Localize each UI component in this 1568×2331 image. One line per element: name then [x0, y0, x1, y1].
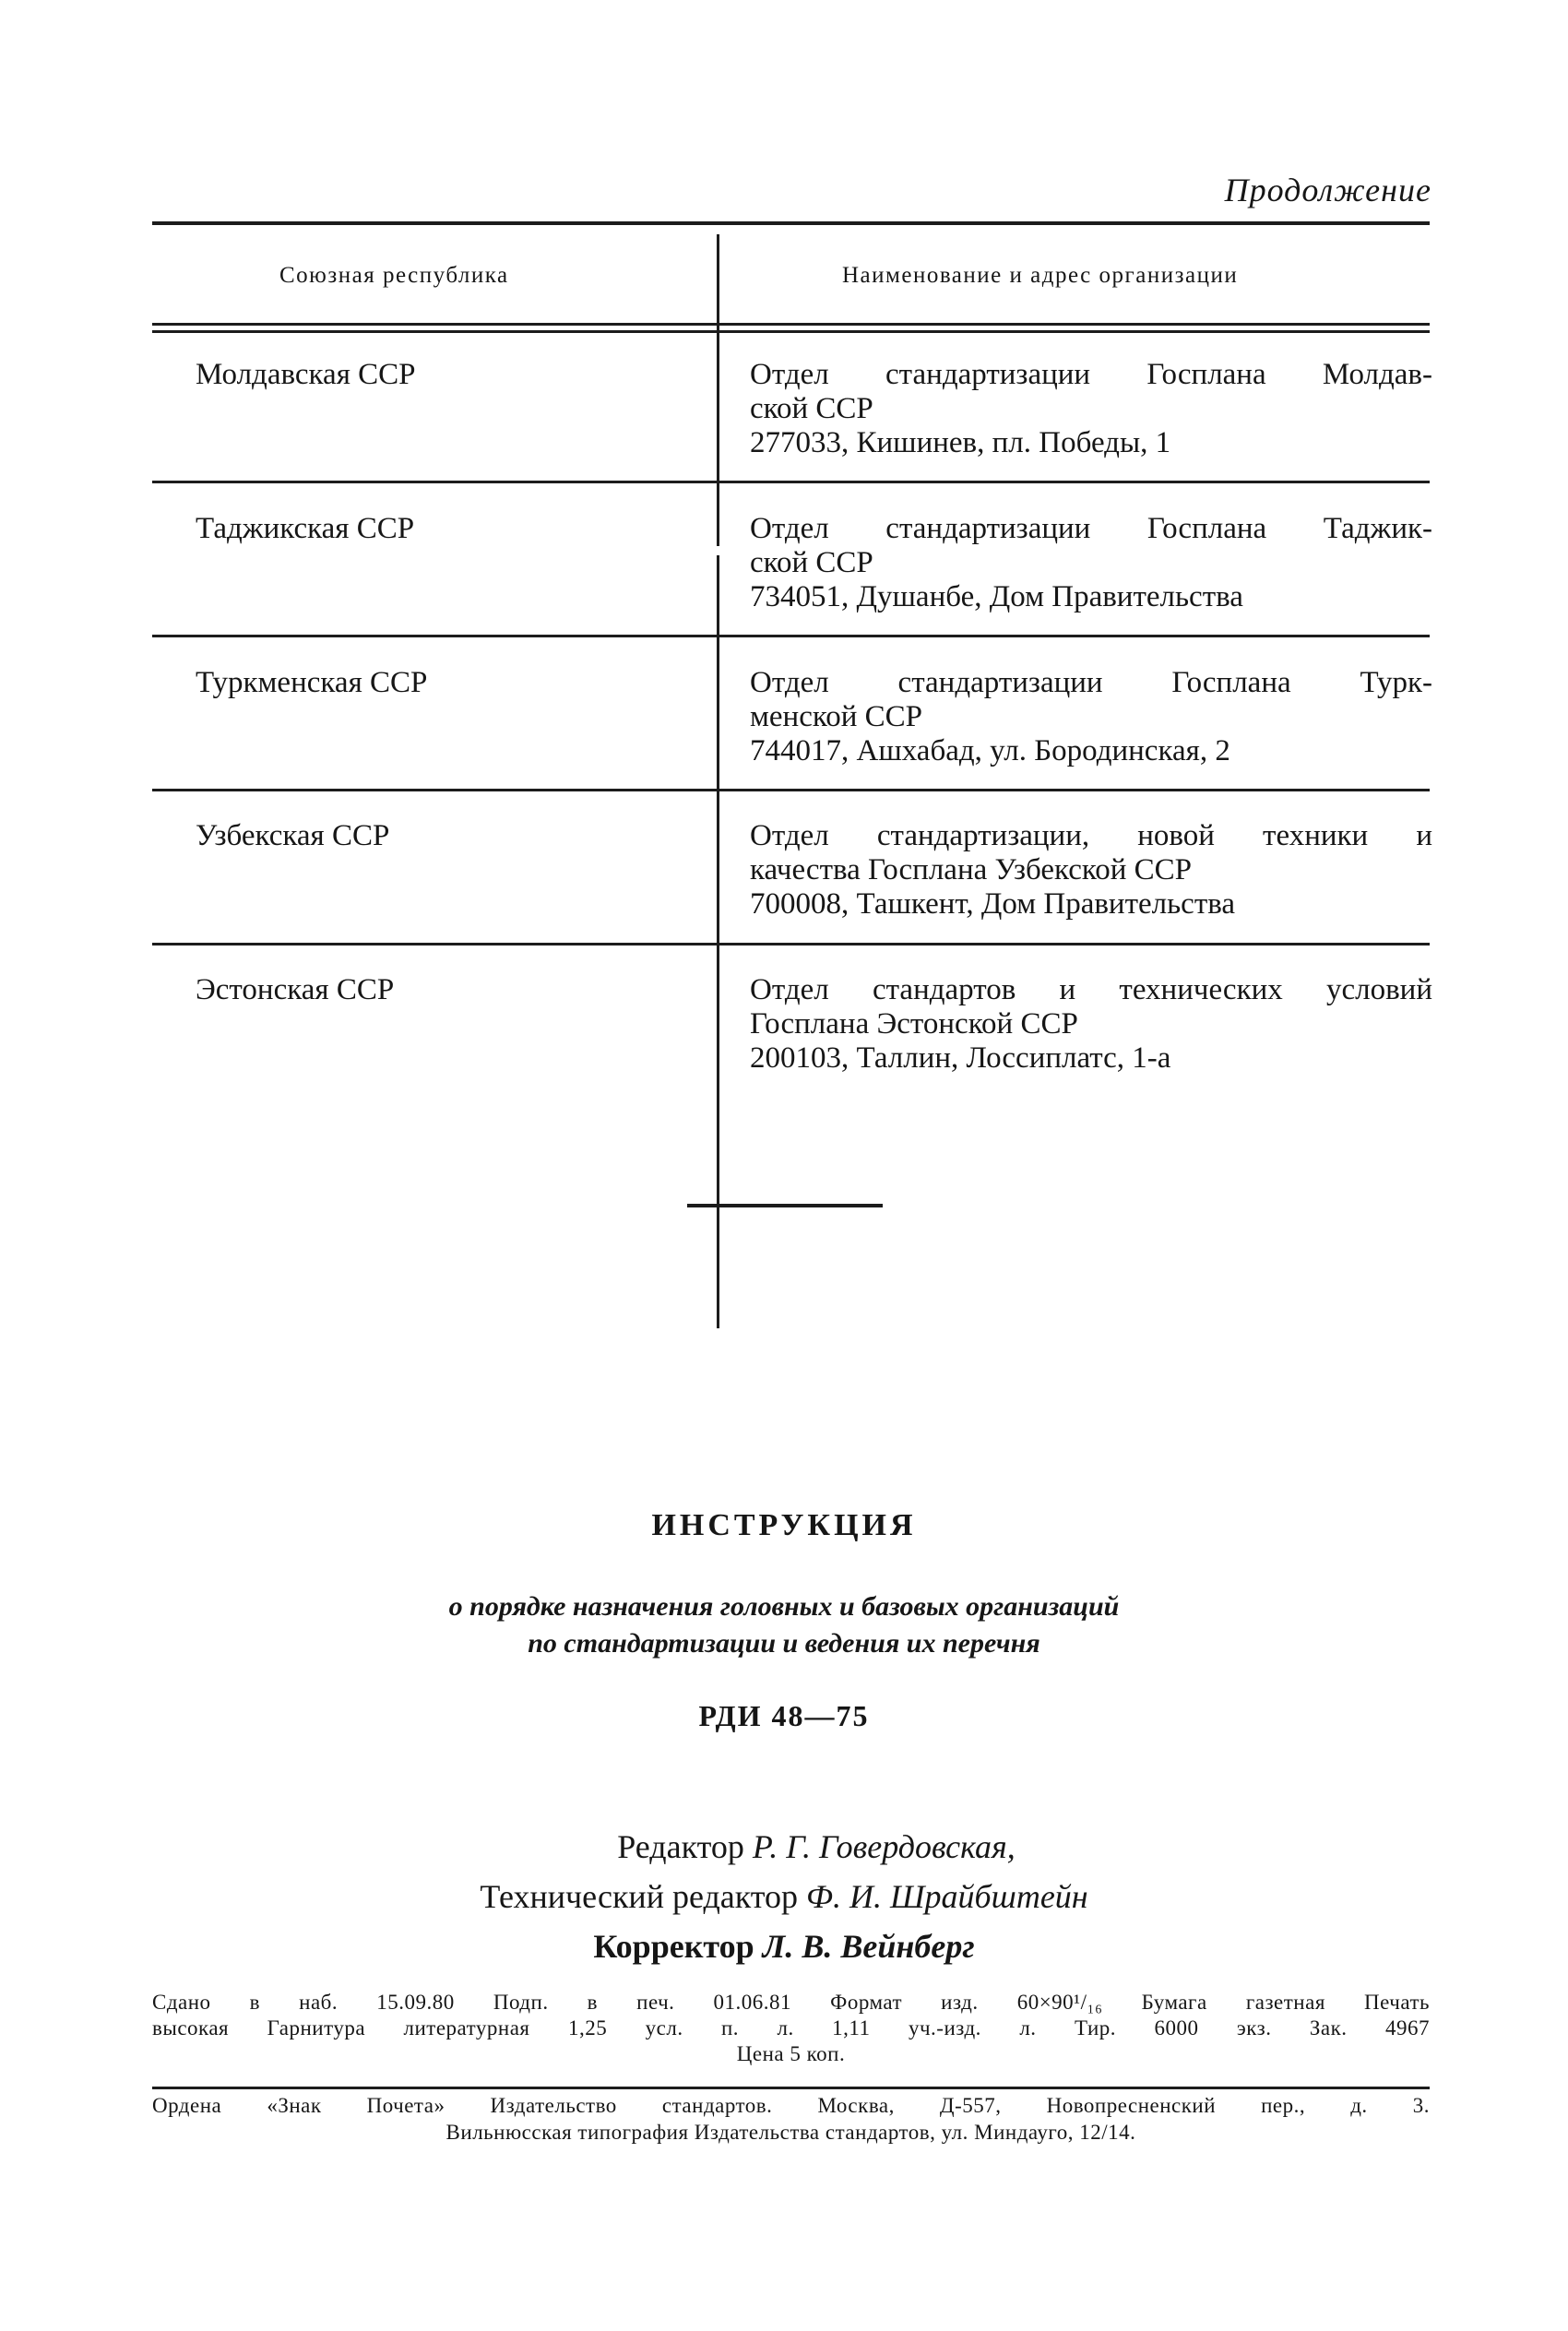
org-line: Госплана Эстонской ССР [750, 1007, 1078, 1041]
table-row-organization [750, 819, 1432, 922]
org-line: качества Госплана Узбекской ССР [750, 853, 1193, 886]
imprint-block [152, 1990, 1430, 2067]
header-double-rule [152, 330, 1430, 333]
org-line: 700008, Ташкент, Дом Правительства [750, 887, 1236, 921]
org-line: Отдел стандартизации Госплана Молдав- [750, 358, 1432, 391]
credit-name: Р. Г. Говердовская, [752, 1828, 1016, 1865]
table-row-organization [750, 666, 1432, 768]
org-line: 200103, Таллин, Лоссиплатс, 1-а [750, 1041, 1171, 1075]
table-row-republic: Молдавская ССР [196, 358, 416, 391]
table-row-republic: Узбекская ССР [196, 819, 390, 852]
header-double-rule [152, 323, 1430, 326]
org-line: 277033, Кишинев, пл. Победы, 1 [750, 426, 1171, 459]
row-rule [152, 481, 1430, 483]
table-top-rule [152, 221, 1430, 225]
org-line: 734051, Душанбе, Дом Правительства [750, 580, 1243, 613]
publisher-line: Ордена «Знак Почета» Издательство стандартов. Москва, Д-557, Новопресненский пер., д. 3. [152, 2094, 1430, 2117]
credit-role: Редактор [617, 1828, 744, 1865]
row-rule [152, 635, 1430, 637]
subtitle-line: по стандартизации и ведения их перечня [528, 1628, 1040, 1659]
table-row-organization [750, 358, 1432, 460]
org-line: Отдел стандартов и технических условий [750, 973, 1432, 1006]
credit-name: Л. В. Вейнберг [762, 1928, 975, 1965]
row-rule [152, 789, 1430, 791]
credit-editor [0, 1822, 1568, 1872]
imprint-rule [152, 2087, 1430, 2089]
org-line: ской ССР [750, 392, 873, 425]
org-line: ской ССР [750, 546, 873, 579]
section-divider [687, 1204, 883, 1207]
document-title: ИНСТРУКЦИЯ [651, 1508, 917, 1542]
org-line: менской ССР [750, 700, 922, 733]
document-subtitle [0, 1588, 1568, 1662]
row-rule [152, 943, 1430, 945]
header-organization: Наименование и адрес организации [842, 263, 1239, 288]
subtitle-line: о порядке назначения головных и базовых организаций [448, 1591, 1120, 1622]
table-row-organization [750, 973, 1432, 1076]
table-row-republic: Эстонская ССР [196, 973, 395, 1006]
credit-role: Технический редактор [480, 1878, 799, 1915]
org-line: 744017, Ашхабад, ул. Бородинская, 2 [750, 734, 1230, 767]
org-line: Отдел стандартизации Госплана Таджик- [750, 512, 1432, 545]
credit-name: Ф. И. Шрайбштейн [806, 1878, 1088, 1915]
table-row-republic: Туркменская ССР [196, 666, 428, 699]
header-republic: Союзная республика [279, 263, 509, 288]
table-row-organization [750, 512, 1432, 614]
document-code: РДИ 48—75 [698, 1699, 870, 1732]
publisher-block [152, 2092, 1430, 2146]
table-column-divider [717, 555, 719, 1328]
credit-proofreader [0, 1921, 1568, 1971]
table-column-divider [717, 234, 719, 546]
org-line: Отдел стандартизации, новой техники и [750, 819, 1432, 852]
continuation-label: Продолжение [1224, 172, 1431, 208]
imprint-price: Цена 5 коп. [736, 2042, 846, 2065]
imprint-line: высокая Гарнитура литературная 1,25 усл. п. л. 1,11 уч.-изд. л. Тир. 6000 экз. Зак. 4967 [152, 2016, 1430, 2040]
credits-block [0, 1822, 1568, 1971]
imprint-line: Сдано в наб. 15.09.80 Подп. в печ. 01.06.81 Формат изд. 60×90¹/₁₆ Бумага газетная Печать [152, 1991, 1430, 2014]
credit-role: Корректор [593, 1928, 754, 1965]
credit-technical-editor [0, 1872, 1568, 1921]
table-row-republic: Таджикская ССР [196, 512, 415, 545]
org-line: Отдел стандартизации Госплана Турк- [750, 666, 1432, 699]
publisher-line: Вильнюсская типография Издательства стандартов, ул. Миндауго, 12/14. [445, 2121, 1136, 2144]
